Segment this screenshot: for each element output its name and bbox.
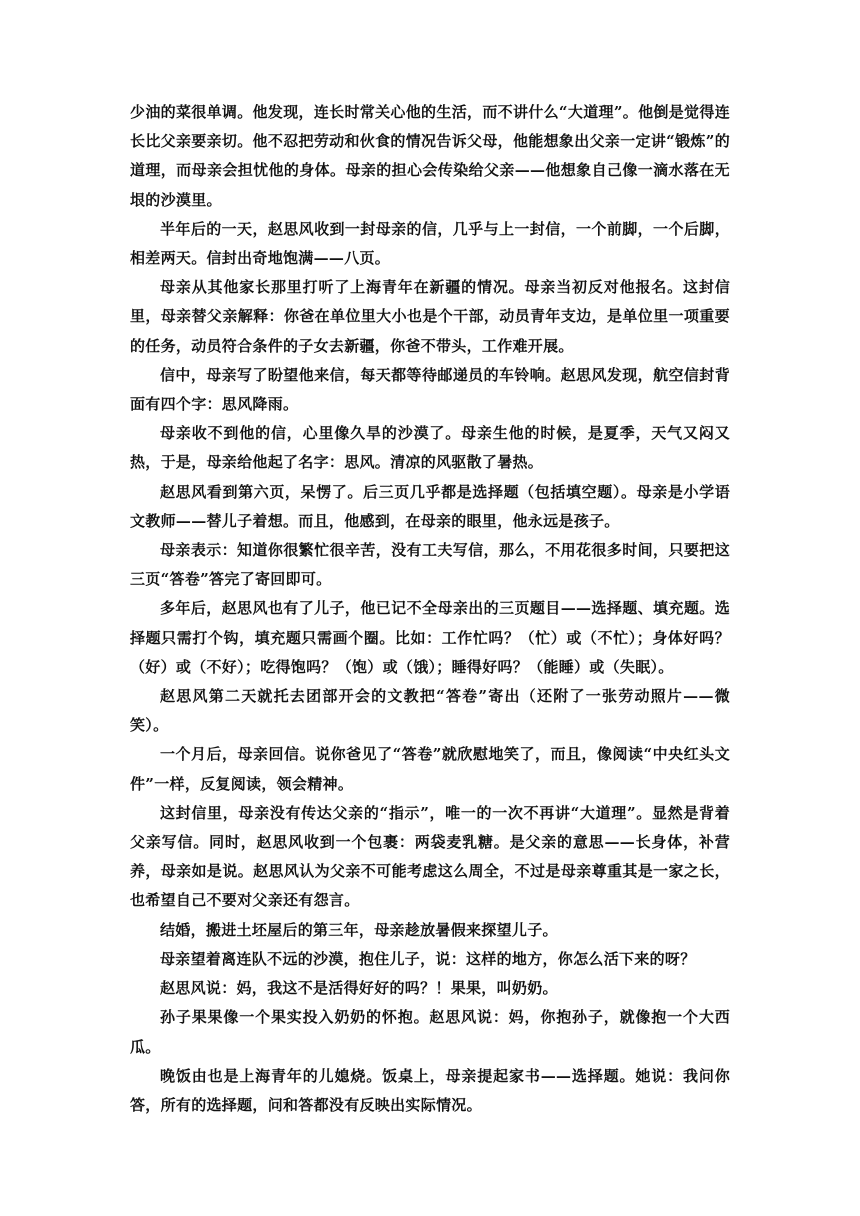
paragraph-16: 晚饭由也是上海青年的儿媳烧。饭桌上，母亲提起家书——选择题。她说：我问你答，所有的选择题，问和答都没有反映出实际情况。 — [130, 1066, 730, 1114]
paragraph-12: 结婚，搬进土坯屋后的第三年，母亲趁放暑假来探望儿子。 — [160, 920, 558, 939]
paragraph-8: 多年后，赵思风也有了儿子，他已记不全母亲出的三页题目——选择题、填充题。选择题只需打个钩，填充题只需画个圈。比如：工作忙吗？（忙）或（不忙）；身体好吗？（好）或（不好）；吃得饱吗？（饱）或（饿）；睡得好吗？（能睡）或（失眠）。 — [130, 599, 730, 676]
paragraph-9: 赵思风第二天就托去团部开会的文教把“答卷”寄出（还附了一张劳动照片——微笑）。 — [130, 687, 730, 735]
paragraph-14: 赵思风说：妈，我这不是活得好好的吗？！果果，叫奶奶。 — [160, 979, 558, 998]
paragraph-6: 赵思风看到第六页，呆愣了。后三页几乎都是选择题（包括填空题）。母亲是小学语文教师——替儿子着想。而且，他感到，在母亲的眼里，他永远是孩子。 — [130, 482, 730, 530]
paragraph-10: 一个月后，母亲回信。说你爸见了“答卷”就欣慰地笑了，而且，像阅读“中央红头文件”一样，反复阅读，领会精神。 — [130, 745, 730, 793]
paragraph-15: 孙子果果像一个果实投入奶奶的怀抱。赵思风说：妈，你抱孙子，就像抱一个大西瓜。 — [130, 1008, 730, 1056]
paragraph-7: 母亲表示：知道你很繁忙很辛苦，没有工夫写信，那么，不用花很多时间，只要把这三页“答卷”答完了寄回即可。 — [130, 541, 730, 589]
document-page — [130, 98, 730, 1120]
paragraph-5: 母亲收不到他的信，心里像久旱的沙漠了。母亲生他的时候，是夏季，天气又闷又热，于是，母亲给他起了名字：思风。清凉的风驱散了暑热。 — [130, 424, 730, 472]
paragraph-13: 母亲望着离连队不远的沙漠，抱住儿子，说：这样的地方，你怎么活下来的呀？ — [160, 949, 696, 968]
paragraph-4: 信中，母亲写了盼望他来信，每天都等待邮递员的车铃响。赵思风发现，航空信封背面有四个字：思风降雨。 — [130, 365, 730, 414]
paragraph-1: 少油的菜很单调。他发现，连长时常关心他的生活，而不讲什么“大道理”。他倒是觉得连长比父亲要亲切。他不忍把劳动和伙食的情况告诉父母，他能想象出父亲一定讲“锻炼”的道理，而母亲会担忧他的身体。母亲的担心会传染给父亲——他想象自己像一滴水落在无垠的沙漠里。 — [130, 103, 730, 209]
paragraph-3: 母亲从其他家长那里打听了上海青年在新疆的情况。母亲当初反对他报名。这封信里，母亲替父亲解释：你爸在单位里大小也是个干部，动员青年支边，是单位里一项重要的任务，动员符合条件的子女去新疆，你爸不带头，工作难开展。 — [130, 278, 730, 355]
paragraph-2: 半年后的一天，赵思风收到一封母亲的信，几乎与上一封信，一个前脚，一个后脚，相差两天。信封出奇地饱满——八页。 — [130, 219, 730, 268]
paragraph-11: 这封信里，母亲没有传达父亲的“指示”，唯一的一次不再讲“大道理”。显然是背着父亲写信。同时，赵思风收到一个包裹：两袋麦乳糖。是父亲的意思——长身体，补营养，母亲如是说。赵思风认为父亲不可能考虑这么周全，不过是母亲尊重其是一家之长，也希望自己不要对父亲还有怨言。 — [130, 803, 730, 910]
